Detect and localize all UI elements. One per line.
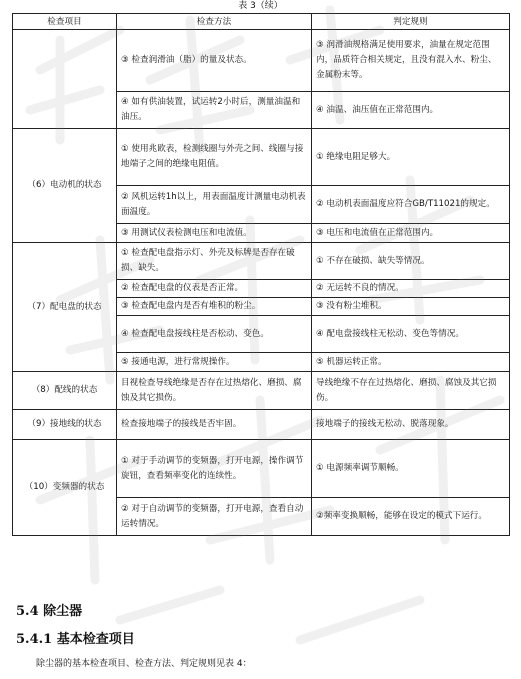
rule-cell: ④ 配电盘接线柱无松动、变色等情况。 (312, 316, 510, 353)
rule-cell: ① 绝缘电阻足够大。 (312, 129, 510, 186)
header-rule: 判定规则 (312, 14, 510, 30)
method-cell: 检查接地端子的接线是否牢固。 (117, 410, 312, 440)
table-row (13, 440, 510, 498)
subsection-heading: 5.4.1 基本检查项目 (16, 632, 135, 647)
method-cell: ③ 检查润滑油（脂）的量及状态。 (117, 30, 312, 92)
table-row (13, 243, 510, 280)
rule-cell: ② 无运转不良的情况。 (312, 280, 510, 298)
body-paragraph: 除尘器的基本检查项目、检查方法、判定规则见表 4： (36, 659, 252, 669)
table-row (13, 372, 510, 410)
section-heading: 5.4 除尘器 (16, 604, 83, 619)
method-cell: ④ 检查配电盘接线柱是否松动、变色。 (117, 316, 312, 353)
rule-cell: ① 电源频率调节顺畅。 (312, 440, 510, 498)
method-cell: 目视检查导线绝缘是否存在过热熔化、磨损、腐蚀及其它损伤。 (117, 372, 312, 410)
header-method: 检查方法 (117, 14, 312, 30)
rule-cell: ③ 电压和电流值在正常范围内。 (312, 224, 510, 243)
table-row (13, 410, 510, 440)
rule-cell: ② 电动机表面温度应符合GB/T11021的规定。 (312, 186, 510, 224)
method-cell: ⑤ 接通电源，进行常规操作。 (117, 353, 312, 372)
item-cell: （9）接地线的状态 (13, 410, 117, 440)
rule-cell: 接地端子的接线无松动、脱落现象。 (312, 410, 510, 440)
method-cell: ① 检查配电盘指示灯、外壳及标牌是否存在破损、缺失。 (117, 243, 312, 280)
item-cell: （8）配线的状态 (13, 372, 117, 410)
method-cell: ④ 如有供油装置，试运转2小时后，测量油温和油压。 (117, 92, 312, 129)
rule-cell: ⑤ 机器运转正常。 (312, 353, 510, 372)
method-cell: ① 使用兆欧表，检测线圈与外壳之间、线圈与接地端子之间的绝缘电阻值。 (117, 129, 312, 186)
inspection-table (12, 13, 510, 536)
method-cell: ③ 用测试仪表检测电压和电流值。 (117, 224, 312, 243)
method-cell: ① 对于手动调节的变频器，打开电源，操作调节旋钮，查看频率变化的连续性。 (117, 440, 312, 498)
method-cell: ② 风机运转1h以上，用表面温度计测量电动机表面温度。 (117, 186, 312, 224)
table-header-row (13, 14, 510, 30)
table-row (13, 30, 510, 92)
table-caption: 表 3（续） (238, 1, 283, 11)
method-cell: ② 对于自动调节的变频器，打开电源，查看自动运转情况。 (117, 498, 312, 536)
item-cell: （10）变频器的状态 (13, 440, 117, 536)
rule-cell: 导线绝缘不存在过热熔化、磨损、腐蚀及其它损伤。 (312, 372, 510, 410)
rule-cell: ③ 没有粉尘堆积。 (312, 298, 510, 316)
method-cell: ② 检查配电盘的仪表是否正常。 (117, 280, 312, 298)
item-cell (13, 30, 117, 129)
item-cell: （6）电动机的状态 (13, 129, 117, 243)
item-cell: （7）配电盘的状态 (13, 243, 117, 372)
table-row (13, 129, 510, 186)
rule-cell: ① 不存在破损、缺失等情况。 (312, 243, 510, 280)
rule-cell: ②频率变换顺畅，能够在设定的模式下运行。 (312, 498, 510, 536)
rule-cell: ③ 润滑油规格满足使用要求，油量在规定范围内，品质符合相关规定，且没有混入水、粉尘、金属粉末等。 (312, 30, 510, 92)
rule-cell: ④ 油温、油压值在正常范围内。 (312, 92, 510, 129)
header-item: 检查项目 (13, 14, 117, 30)
method-cell: ③ 检查配电盘内是否有堆积的粉尘。 (117, 298, 312, 316)
